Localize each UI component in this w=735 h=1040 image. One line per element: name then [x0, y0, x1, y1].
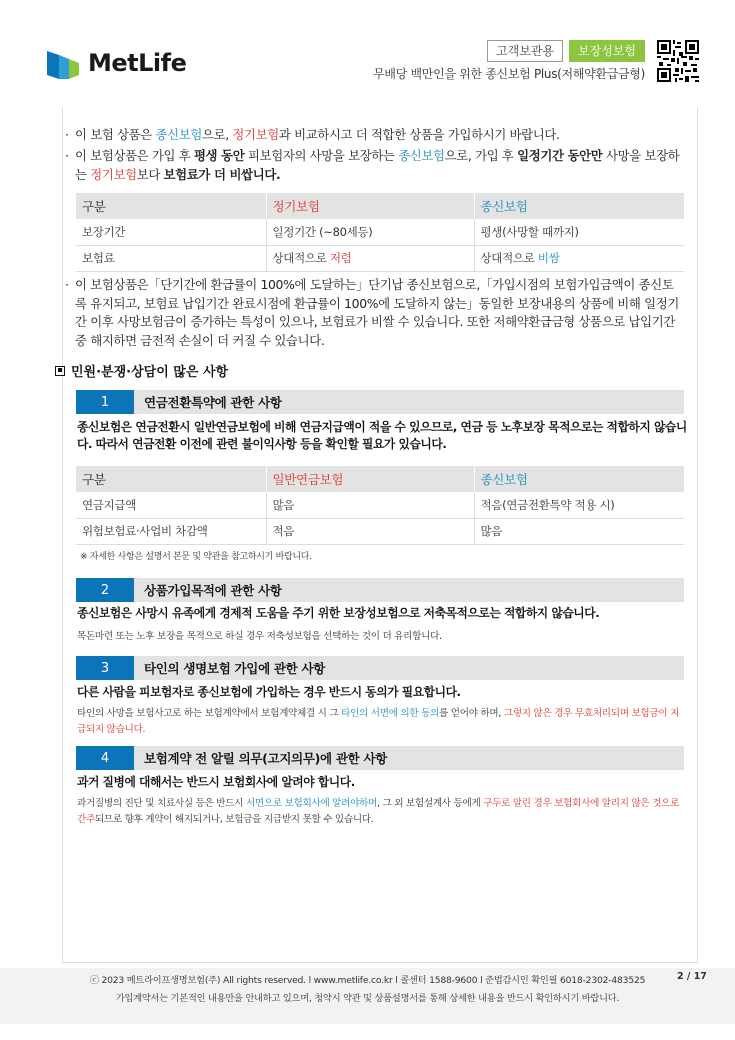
subsection-number: 2: [76, 578, 134, 602]
highlight-term-life: 정기보험: [90, 166, 137, 182]
subsection-3-detail: [77, 706, 687, 738]
highlight-whole-life: 종신보험: [398, 148, 445, 163]
table-row: [76, 518, 684, 544]
text: 타인의 사망을 보험사고로 하는 보험계약에서 보험계약체결 시 그: [77, 708, 342, 719]
logo-text: MetLife: [88, 49, 187, 77]
text: 으로,: [201, 127, 233, 142]
footer-notice: 가입계약서는 기본적인 내용만을 안내하고 있으며, 청약시 약관 및 상품설명서를 통해 상세한 내용을 반드시 확인하시기 바랍니다.: [115, 993, 620, 1004]
metlife-logo-icon: [47, 47, 79, 79]
section-title: [55, 361, 228, 380]
subsection-1-body: 종신보험은 연금전환시 일반연금보험에 비해 연금지급액이 적을 수 있으므로, 연금 등 노후보장 목적으로는 적합하지 않습니다. 따라서 연금전환 이전에 관련 불이익사항 등을 확인할 필요가 있습니다.: [77, 420, 687, 451]
text: 상대적으로: [480, 251, 538, 265]
metlife-logo: [47, 47, 186, 79]
insurance-type-tag: 보장성보험: [569, 40, 645, 62]
highlight-expensive: 비쌈: [537, 251, 560, 265]
subsection-2-detail: 목돈마련 또는 노후 보장을 목적으로 하실 경우 저축성보험을 선택하는 것이 더 유리합니다.: [77, 631, 442, 642]
text: 으로, 가입 후: [444, 148, 518, 163]
subsection-number: 1: [76, 390, 134, 414]
table-header-row: [76, 193, 684, 219]
comparison-table-annuity: [76, 466, 684, 545]
subsection-number: 3: [76, 656, 134, 680]
emphasis: 보험료가 더 비쌉니다.: [163, 166, 281, 182]
square-bullet-icon: [55, 366, 65, 376]
text: 과거질병의 진단 및 치료사실 등은 반드시: [77, 798, 246, 809]
subsection-title: 타인의 생명보험 가입에 관한 사항: [144, 661, 326, 676]
subsection-header-3: [76, 656, 684, 680]
table-header: 종신보험: [474, 193, 684, 219]
text: 보다: [136, 166, 164, 182]
emphasis: 평생 동안: [193, 148, 245, 163]
document-tags: [487, 40, 645, 62]
table-row: [76, 219, 684, 245]
table-cell: 많음: [474, 518, 684, 544]
table-cell: 많음: [266, 492, 474, 518]
text: 이 보험상품은 가입 후: [75, 148, 194, 163]
subsection-2-body: 종신보험은 사망시 유족에게 경제적 도움을 주기 위한 보장성보험으로 저축목적으로는 적합하지 않습니다.: [77, 606, 600, 620]
page-header: [0, 0, 735, 108]
subsection-header-2: [76, 578, 684, 602]
table-header: 구분: [76, 466, 266, 492]
subsection-4-detail: [77, 796, 687, 828]
highlight-warning: 그렇지 않은 경우 무효처리되며 보험금이 지급되지 않습니다.: [77, 708, 680, 735]
table-cell: 위험보험료·사업비 차감액: [76, 518, 266, 544]
text: , 그 외 보험설계사 등에게: [377, 798, 484, 809]
highlight-warning: 구두로 알린 경우 보험회사에 알리지 않은 것으로 간주: [77, 798, 680, 825]
highlight-cheap: 저렴: [329, 251, 352, 265]
table-cell: [266, 245, 474, 271]
text: 피보험자의 사망을 보장하는: [244, 148, 399, 163]
intro-bullet-1: · 이 보험 상품은 종신보험으로, 정기보험과 비교하시고 더 적합한 상품을 가입하시기 바랍니다.: [65, 127, 560, 142]
comparison-table-term-vs-whole: [76, 193, 684, 272]
qr-code-icon: [657, 40, 699, 82]
subsection-title: 보험계약 전 알릴 의무(고지의무)에 관한 사항: [144, 751, 388, 766]
highlight-term-life: 정기보험: [232, 127, 279, 142]
text: 사망을 보장하는: [75, 148, 680, 182]
table-header: 종신보험: [474, 466, 684, 492]
customer-copy-tag: 고객보관용: [487, 40, 563, 62]
table-header-row: [76, 466, 684, 492]
product-name: 무배당 백만인을 위한 종신보험 Plus(저해약환급금형): [373, 67, 645, 81]
table-cell: [474, 245, 684, 271]
footnote: ※ 자세한 사항은 설명서 본문 및 약관을 참고하시기 바랍니다.: [80, 552, 312, 562]
subsection-header-4: [76, 746, 684, 770]
table-cell: 적음: [266, 518, 474, 544]
footer-copyright: ⓒ 2023 메트라이프생명보험(주) All rights reserved. l www.metlife.co.kr l 콜센터 1588-9600 l 준법감시인 확인필 6018-2302-483525: [89, 975, 646, 986]
table-cell: 적음(연금전환특약 적용 시): [474, 492, 684, 518]
table-header: 정기보험: [266, 193, 474, 219]
subsection-4-body: 과거 질병에 대해서는 반드시 보험회사에 알려야 합니다.: [77, 775, 355, 789]
text: 상대적으로: [272, 251, 330, 265]
section-title-text: 민원·분쟁·상담이 많은 사항: [71, 365, 229, 380]
subsection-number: 4: [76, 746, 134, 770]
subsection-title: 상품가입목적에 관한 사항: [144, 583, 282, 598]
subsection-title: 연금전환특약에 관한 사항: [144, 395, 282, 410]
table-header: 일반연금보험: [266, 466, 474, 492]
subsection-header-1: [76, 390, 684, 414]
table-cell: 일정기간 (~80세등): [266, 219, 474, 245]
intro-bullet-3: · 이 보험상품은「단기간에 환급률이 100%에 도달하는」단기납 종신보험으로,「가입시점의 보험가입금액이 종신토록 유지되고, 보험료 납입기간 완료시점에 환급률이 100%에 도달하지 않는」동일한 보장내용의 상품에 비해 일정기간 이후 사망보험금이 증가하는 특성이 있으나, 보험료가 비쌀 수 있습니다. 또한 저해약환급금형 상품으로 납입기간 중 해지하면 금전적 손실이 더 커질 수 있습니다.: [65, 276, 685, 350]
table-cell: 연금지급액: [76, 492, 266, 518]
table-row: [76, 492, 684, 518]
text: 되므로 향후 계약이 해지되거나, 보험금을 지급받지 못할 수 있습니다.: [94, 814, 374, 825]
text: 이 보험 상품은: [75, 127, 156, 142]
table-row: [76, 245, 684, 271]
table-cell: 보험료: [76, 245, 266, 271]
table-header: 구분: [76, 193, 266, 219]
table-cell: 평생(사망할 때까지): [474, 219, 684, 245]
text: 과 비교하시고 더 적합한 상품을 가입하시기 바랍니다.: [278, 127, 560, 142]
subsection-3-body: 다른 사람을 피보험자로 종신보험에 가입하는 경우 반드시 동의가 필요합니다.: [77, 685, 461, 699]
highlight-whole-life: 종신보험: [155, 127, 202, 142]
highlight: 타인의 서면에 의한 동의: [341, 708, 440, 719]
highlight: 서면으로 보험회사에 알려야하며: [245, 798, 377, 809]
table-cell: 보장기간: [76, 219, 266, 245]
emphasis: 일정기간 동안만: [517, 148, 603, 163]
bullet-text: 이 보험상품은「단기간에 환급률이 100%에 도달하는」단기납 종신보험으로,「가입시점의 보험가입금액이 종신토록 유지되고, 보험료 납입기간 완료시점에 환급률이 100%에 도달하지 않는」동일한 보장내용의 상품에 비해 일정기간 이후 사망보험금이 증가하는 특성이 있으나, 보험료가 비쌀 수 있습니다. 또한 저해약환급금형 상품으로 납입기간 중 해지하면 금전적 손실이 더 커질 수 있습니다.: [75, 277, 679, 348]
intro-bullet-2: · 이 보험상품은 가입 후 평생 동안 피보험자의 사망을 보장하는 종신보험으로, 가입 후 일정기간 동안만 사망을 보장하는 정기보험보다 보험료가 더 비쌉니다.: [65, 148, 680, 182]
text: 를 얻어야 하며,: [439, 708, 504, 719]
page-number: 2 / 17: [677, 971, 707, 982]
